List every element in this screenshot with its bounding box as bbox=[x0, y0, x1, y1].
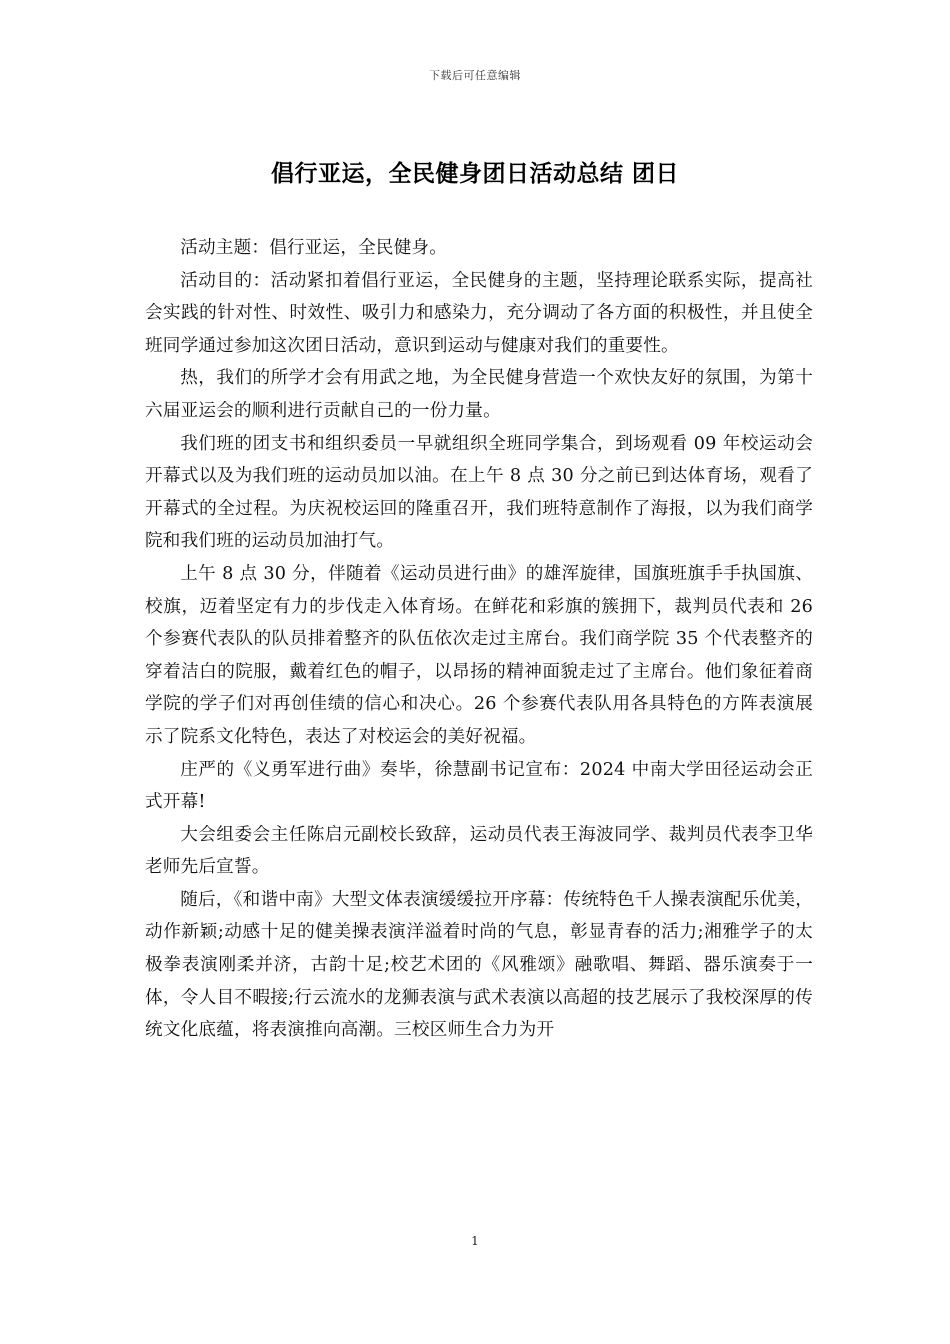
header-note: 下载后可任意编辑 bbox=[429, 69, 521, 82]
paragraph-opening-march: 上午 8 点 30 分，伴随着《运动员进行曲》的雄浑旋律，国旗班旗手手执国旗、校旗，迈着坚定有力的步伐走入体育场。在鲜花和彩旗的簇拥下，裁判员代表和 26 个参赛代表队的队员排着整齐的队伍依次走过主席台。我们商学院 35 个代表整齐的穿着洁白的院服，戴着红色的帽子，以昂扬的精神面貌走过了主席台。他们象征着商学院的学子们对再创佳绩的信心和决心。26 个参赛代表队用各具特色的方阵表演展示了院系文化特色，表达了对校运会的美好祝福。 bbox=[145, 563, 813, 747]
paragraph-speech: 大会组委会主任陈启元副校长致辞，运动员代表王海波同学、裁判员代表李卫华老师先后宣誓。 bbox=[145, 824, 813, 878]
paragraph-gathering: 我们班的团支书和组织委员一早就组织全班同学集合，到场观看 09 年校运动会开幕式以及为我们班的运动员加以油。在上午 8 点 30 分之前已到达体育场，观看了开幕式的全过程。为庆祝校运回的隆重召开，我们班特意制作了海报，以为我们商学院和我们班的运动员加油打气。 bbox=[145, 433, 813, 552]
paragraph-purpose: 活动目的：活动紧扣着倡行亚运，全民健身的主题，坚持理论联系实际，提高社会实践的针对性、时效性、吸引力和感染力，充分调动了各方面的积极性，并且使全班同学通过参加这次团日活动，意识到运动与健康对我们的重要性。 bbox=[145, 270, 813, 356]
paragraph-enthusiasm: 热，我们的所学才会有用武之地，为全民健身营造一个欢快友好的氛围，为第十六届亚运会的顺利进行贡献自己的一份力量。 bbox=[145, 368, 813, 421]
page-number: 1 bbox=[471, 1234, 479, 1248]
page-title: 倡行亚运，全民健身团日活动总结 团日 bbox=[270, 161, 679, 187]
paragraph-theme: 活动主题：倡行亚运，全民健身。 bbox=[180, 238, 448, 258]
document-body bbox=[145, 232, 813, 1047]
paragraph-performance: 随后，《和谐中南》大型文体表演缓缓拉开序幕：传统特色千人操表演配乐优美，动作新颖;动感十足的健美操表演洋溢着时尚的气息，彰显青春的活力;湘雅学子的太极拳表演刚柔并济，古韵十足;校艺术团的《风雅颂》融歌唱、舞蹈、器乐演奏于一体，令人目不暇接;行云流水的龙狮表演与武术表演以高超的技艺展示了我校深厚的传统文化底蕴，将表演推向高潮。三校区师生合力为开 bbox=[145, 889, 813, 1041]
paragraph-anthem: 庄严的《义勇军进行曲》奏毕，徐慧副书记宣布：2024 中南大学田径运动会正式开幕! bbox=[145, 759, 813, 813]
